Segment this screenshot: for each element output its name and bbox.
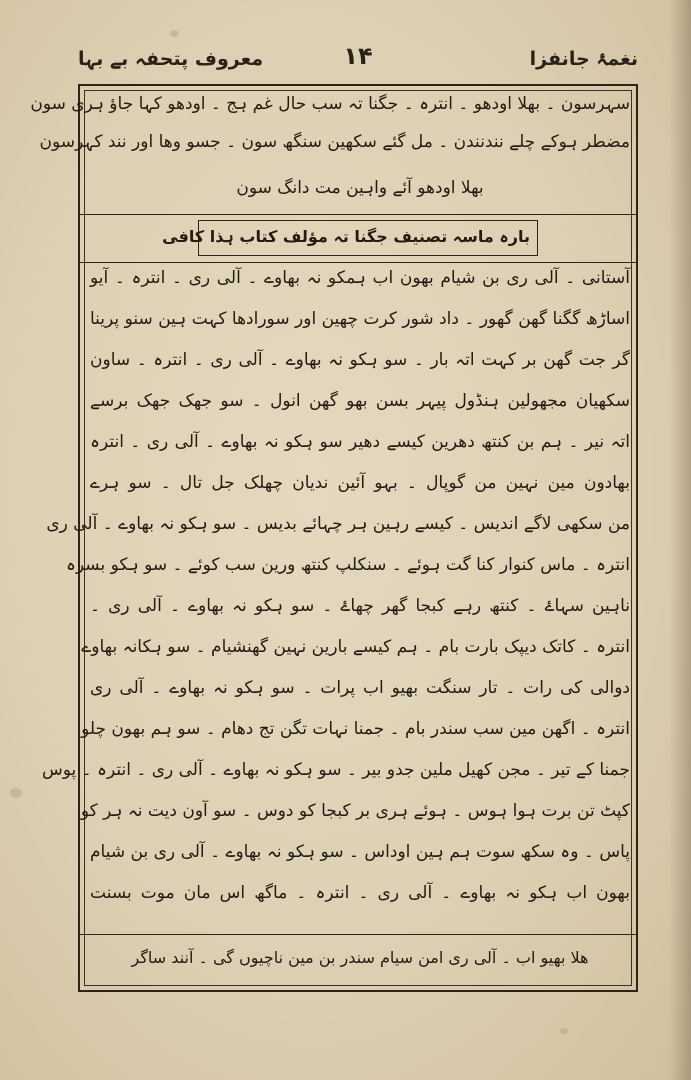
- running-head-right: نغمۂ جانفزا: [529, 48, 638, 70]
- intro-line: سہرسون ۔ بھلا اودھو ۔ انترہ ۔ جگنا تہ سب حال غم ہج ۔ اودھو کہا جاؤ ہری سون: [30, 94, 630, 114]
- section-heading: بارہ ماسہ تصنیف جگنا تہ مؤلف کتاب ہذا کافی: [162, 227, 530, 246]
- paper-stain: [170, 30, 179, 37]
- page-number: ۱۴: [343, 42, 373, 70]
- body-line: گر جت گھن بر کہت اتہ بار ۔ سو ہکو نہ بھاوے ۔ آلی ری ۔ انترہ ۔ ساون: [90, 350, 630, 370]
- body-line: من سکھی لاگے اندیس ۔ کیسے رہین ہر چہائے بدیس ۔ سو ہکو نہ بھاوے ۔ آلی ری: [46, 514, 630, 534]
- body-line: جمنا کے تیر ۔ مجن کھیل ملین جدو بیر ۔ سو ہکو نہ بھاوے ۔ آلی ری ۔ انترہ ۔ پوس: [41, 760, 630, 780]
- body-line: انترہ ۔ اگھن مین سب سندر بام ۔ جمنا نہات تگن تج دھام ۔ سو ہم بھون چلو: [81, 719, 630, 739]
- body-line: اساڑھ گگنا گھن گھور ۔ داد شور کرت چھین اور سورادھا کہت ہین سنو پرینا: [90, 309, 630, 329]
- paper-stain: [10, 788, 22, 798]
- body-line: انترہ ۔ کاتک دیپک بارت بام ۔ ہم کیسے بارین نہین گھنشیام ۔ سو ہکانہ بھاوے: [81, 637, 630, 657]
- body-line: اتہ نیر ۔ ہم بن کنتھ دھرین کیسے دھیر سو ہکو نہ بھاوے ۔ آلی ری ۔ انترہ: [90, 432, 630, 452]
- intro-line: مضطر ہوکے چلے نندنندن ۔ مل گئے سکھین سنگھ سون ۔ جسو وھا اور نند کہرسون: [39, 132, 630, 152]
- divider-rule: [80, 214, 636, 215]
- body-line: آستانی ۔ آلی ری بن شیام بھون اب ہمکو نہ بھاوے ۔ آلی ری ۔ انترہ ۔ آیو: [90, 268, 630, 288]
- body-line: دوالی کی رات ۔ تار سنگت بھیو اب پرات ۔ سو ہکو نہ بھاوے ۔ آلی ری: [90, 678, 630, 698]
- divider-rule: [80, 934, 636, 935]
- page-header: [78, 42, 638, 82]
- body-line: بھادون مین نہین من گوپال ۔ بہو آئین ندیان چھلک جل تال ۔ سو ہرے: [90, 473, 630, 493]
- intro-line: بھلا اودھو آئے واہین مت دانگ سون: [236, 178, 484, 198]
- text-frame: [30, 84, 638, 992]
- body-line: سکھیان مجھولین ہنڈول پیہر بسن بھو گھن انول ۔ سو جھک جھک برسے: [90, 391, 630, 411]
- divider-rule: [80, 262, 636, 263]
- closing-line: ھلا بھیو اب ۔ آلی ری امن سیام سندر بن مین ناچیوں گی ۔ آنند ساگر: [131, 948, 589, 967]
- running-head-left: معروف پتحفہ بے بہا: [78, 48, 264, 70]
- body-line: ناہین سہاۓ ۔ کنتھ رہے کبجا گھر چھاۓ ۔ سو ہکو نہ بھاوے ۔ آلی ری ۔: [90, 596, 630, 616]
- body-line: بھون اب ہکو نہ بھاوے ۔ آلی ری ۔ انترہ ۔ ماگھ اس مان موت بسنت: [90, 883, 630, 903]
- body-line: پاس ۔ وہ سکھ سوت ہم ہین اوداس ۔ سو ہکو نہ بھاوے ۔ آلی ری بن شیام: [90, 842, 630, 862]
- body-line: انترہ ۔ ماس کنوار کنا گت ہوئے ۔ سنکلپ کنتھ ورین سب کوئے ۔ سو ہکو بسرہ: [65, 555, 630, 575]
- body-line: کپٹ تن برت ہوا ہوس ۔ ہوئے ہری بر کبجا کو دوس ۔ سو آون دیت نہ ہر کو: [80, 801, 630, 821]
- binding-shadow: [669, 0, 691, 1080]
- paper-stain: [560, 1028, 568, 1034]
